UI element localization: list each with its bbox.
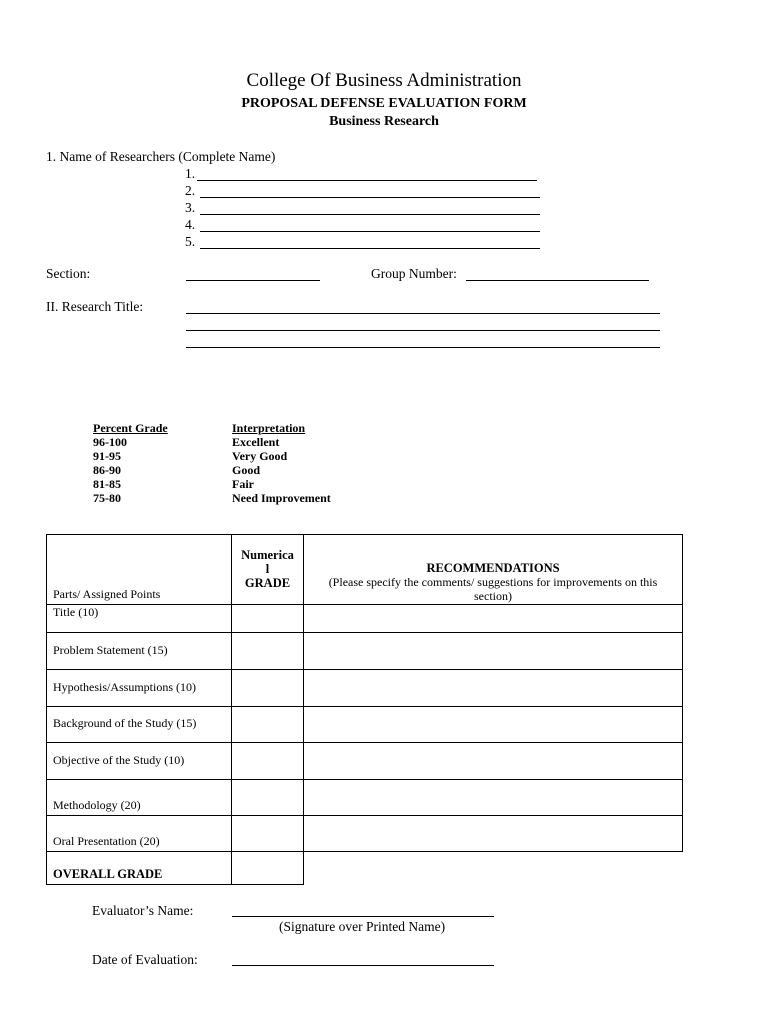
date-of-evaluation-line[interactable] [232, 965, 494, 966]
signature-note: (Signature over Printed Name) [279, 919, 446, 934]
section-label: Section: [46, 266, 91, 281]
research-title-line-2[interactable] [186, 330, 660, 331]
part-cell: Objective of the Study (10) [47, 743, 232, 780]
recommendations-title: RECOMMENDATIONS [426, 561, 560, 575]
grade-range: 86-90 [93, 463, 121, 477]
recommendation-cell[interactable] [304, 633, 683, 670]
researcher-2-line[interactable] [200, 197, 540, 198]
grade-range: 96-100 [93, 435, 127, 449]
grade-range: 81-85 [93, 477, 121, 491]
research-title-line-1[interactable] [186, 313, 660, 314]
evaluator-name-label: Evaluator’s Name: [92, 903, 194, 918]
table-header-row [47, 535, 683, 605]
parts-header: Parts/ Assigned Points [47, 535, 232, 605]
grade-range: 91-95 [93, 449, 121, 463]
table-row [47, 780, 683, 816]
part-cell: Title (10) [47, 605, 232, 633]
form-subtitle: Business Research [329, 114, 439, 129]
overall-grade-label: OVERALL GRADE [47, 852, 232, 885]
grade-cell[interactable] [232, 633, 304, 670]
group-number-label: Group Number: [371, 266, 457, 281]
grade-label: Good [232, 463, 261, 477]
grade-cell[interactable] [232, 605, 304, 633]
grade-cell[interactable] [232, 780, 304, 816]
recommendation-cell[interactable] [304, 670, 683, 707]
grade-label: Fair [232, 477, 254, 491]
date-of-evaluation-label: Date of Evaluation: [92, 952, 198, 967]
recommendation-cell[interactable] [304, 743, 683, 780]
group-number-line[interactable] [466, 280, 649, 281]
overall-grade-row [47, 852, 683, 885]
empty-cell [304, 852, 683, 885]
grade-header-line: GRADE [244, 576, 291, 590]
researcher-5-line[interactable] [200, 248, 540, 249]
researcher-1-line[interactable] [197, 180, 537, 181]
research-title-line-3[interactable] [186, 347, 660, 348]
part-cell: Hypothesis/Assumptions (10) [47, 670, 232, 707]
college-name: College Of Business Administration [246, 70, 522, 91]
research-title-label: II. Research Title: [46, 299, 144, 314]
section-line[interactable] [186, 280, 320, 281]
grade-label: Very Good [232, 449, 288, 463]
grade-cell[interactable] [232, 707, 304, 743]
recommendation-cell[interactable] [304, 707, 683, 743]
researcher-3-line[interactable] [200, 214, 540, 215]
table-row [47, 743, 683, 780]
interpretation-header: Interpretation [232, 421, 306, 435]
grade-header-line: Numerica [241, 548, 294, 562]
table-row [47, 605, 683, 633]
researcher-number: 5. [185, 234, 196, 249]
recommendation-cell[interactable] [304, 780, 683, 816]
table-row [47, 707, 683, 743]
researcher-number: 3. [185, 200, 196, 215]
part-cell: Background of the Study (15) [47, 707, 232, 743]
overall-grade-cell[interactable] [232, 852, 304, 885]
grade-label: Need Improvement [232, 491, 331, 505]
grade-header-line: l [265, 562, 270, 576]
grade-cell[interactable] [232, 816, 304, 852]
recommendation-cell[interactable] [304, 605, 683, 633]
recommendations-note: (Please specify the comments/ suggestions for improvements on this section) [328, 575, 658, 603]
researcher-number: 1. [185, 166, 196, 181]
researcher-4-line[interactable] [200, 231, 540, 232]
part-cell: Problem Statement (15) [47, 633, 232, 670]
grade-header [232, 535, 304, 605]
part-cell: Oral Presentation (20) [47, 816, 232, 852]
evaluator-name-line[interactable] [232, 916, 494, 917]
researchers-label: 1. Name of Researchers (Complete Name) [46, 149, 276, 164]
table-row [47, 633, 683, 670]
recommendations-header [304, 535, 683, 605]
researcher-number: 4. [185, 217, 196, 232]
table-row [47, 670, 683, 707]
researcher-number: 2. [185, 183, 196, 198]
part-cell: Methodology (20) [47, 780, 232, 816]
evaluation-table [46, 534, 683, 885]
table-row [47, 816, 683, 852]
percent-grade-header: Percent Grade [93, 421, 168, 435]
form-title: PROPOSAL DEFENSE EVALUATION FORM [241, 96, 527, 111]
grade-label: Excellent [232, 435, 280, 449]
grade-cell[interactable] [232, 670, 304, 707]
grade-cell[interactable] [232, 743, 304, 780]
recommendation-cell[interactable] [304, 816, 683, 852]
grade-range: 75-80 [93, 491, 121, 505]
